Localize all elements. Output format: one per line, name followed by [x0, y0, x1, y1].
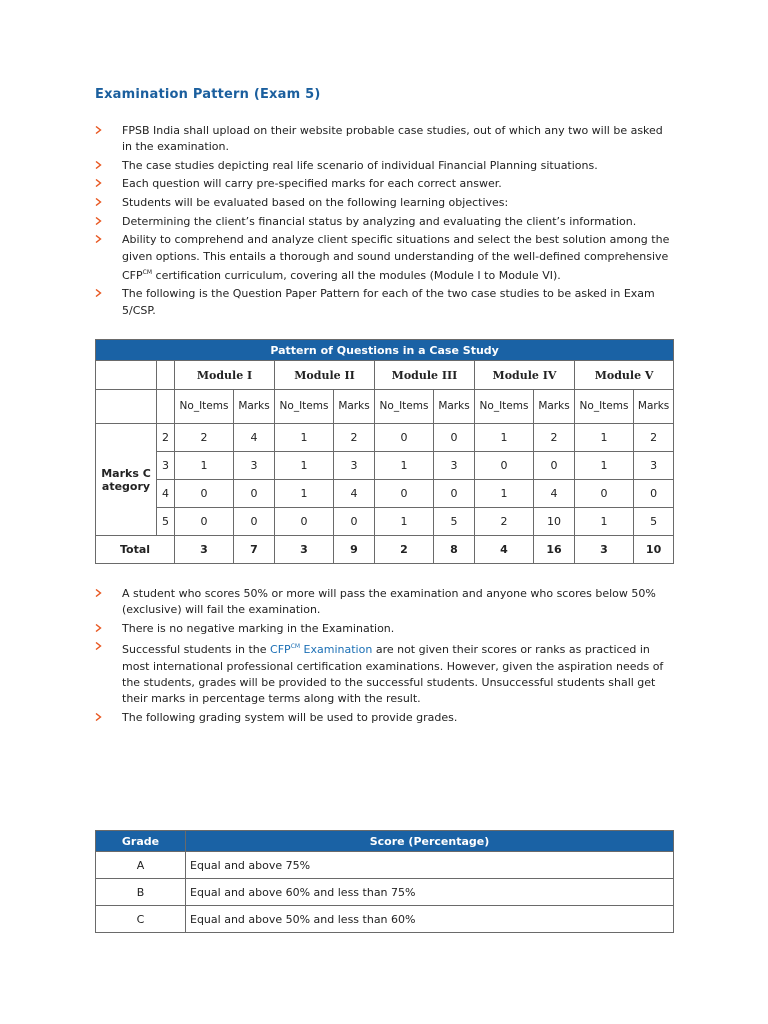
marks-subheader: Marks	[534, 390, 575, 424]
module-header: Module I	[175, 361, 275, 390]
items-subheader: No_Items	[275, 390, 334, 424]
total-cell: 16	[534, 536, 575, 564]
link-text: Examination	[300, 643, 373, 657]
link-text: CFP	[270, 643, 291, 657]
total-cell: 2	[375, 536, 434, 564]
chevron-bullet-icon	[95, 235, 102, 243]
total-cell: 3	[175, 536, 234, 564]
grade-table	[95, 830, 674, 933]
grade-header: Grade	[96, 831, 186, 852]
list-item	[95, 586, 675, 619]
page-title: Examination Pattern (Exam 5)	[95, 87, 321, 102]
table-cell: 1	[475, 424, 534, 452]
table-cell: 3	[634, 452, 674, 480]
results-list	[95, 586, 675, 729]
total-cell: 3	[575, 536, 634, 564]
total-row	[96, 536, 674, 564]
grade-cell: B	[96, 879, 186, 906]
table-cell: 0	[275, 508, 334, 536]
table-cell: 1	[575, 424, 634, 452]
list-item-text: FPSB India shall upload on their website probable case studies, out of which any two will be asked in the examination.	[122, 124, 663, 154]
table-cell: 1	[275, 424, 334, 452]
items-subheader: No_Items	[375, 390, 434, 424]
empty-cell	[157, 361, 175, 390]
table-cell: 3	[434, 452, 475, 480]
chevron-bullet-icon	[95, 179, 102, 187]
total-cell: 4	[475, 536, 534, 564]
list-item-text: certification curriculum, covering all the modules (Module I to Module VI).	[152, 268, 561, 282]
total-cell: 3	[275, 536, 334, 564]
list-item-text: There is no negative marking in the Examination.	[122, 621, 395, 635]
table-cell: 0	[375, 480, 434, 508]
list-item	[95, 158, 675, 174]
list-item-text: The following is the Question Paper Pattern for each of the two case studies to be asked in Exam 5/CSP.	[122, 287, 655, 317]
table-cell: 0	[575, 480, 634, 508]
chevron-bullet-icon	[95, 126, 102, 134]
score-cell: Equal and above 50% and less than 60%	[186, 906, 674, 933]
total-cell: 10	[634, 536, 674, 564]
table-cell: 0	[334, 508, 375, 536]
table-row	[96, 480, 674, 508]
list-item	[95, 214, 675, 230]
list-item	[95, 639, 675, 707]
chevron-bullet-icon	[95, 217, 102, 225]
table-cell: 2	[634, 424, 674, 452]
list-item-text: Determining the client’s financial status by analyzing and evaluating the client’s information.	[122, 214, 637, 228]
table-row	[96, 424, 674, 452]
total-cell: 8	[434, 536, 475, 564]
table-cell: 5	[434, 508, 475, 536]
table-cell: 0	[375, 424, 434, 452]
table-cell: 0	[175, 508, 234, 536]
table-cell: 3	[234, 452, 275, 480]
list-item-text: Ability to comprehend and analyze client specific situations and select the best solution among the given options. This entails a thorough and sound understanding of the well-defined comprehensive CFP	[122, 233, 670, 282]
pattern-table	[95, 339, 674, 564]
list-item-text: The case studies depicting real life scenario of individual Financial Planning situations.	[122, 158, 598, 172]
module-header: Module V	[575, 361, 674, 390]
empty-cell	[96, 390, 157, 424]
grade-cell: A	[96, 852, 186, 879]
table-cell: 0	[234, 480, 275, 508]
chevron-bullet-icon	[95, 198, 102, 206]
superscript: CM	[142, 268, 153, 276]
table-cell: 2	[175, 424, 234, 452]
table-cell: 10	[534, 508, 575, 536]
list-item-text: are not given their scores or ranks as practiced in most international professional certification examinations. However, given the aspiration needs of the students, grades will be provided to the successful students. Unsuccessful students shall get their marks in percentage terms along with the result.	[122, 643, 664, 706]
table-cell: 1	[575, 508, 634, 536]
chevron-bullet-icon	[95, 589, 102, 597]
category-cell: 4	[157, 480, 175, 508]
superscript: CM	[290, 643, 301, 651]
category-cell: 2	[157, 424, 175, 452]
marks-subheader: Marks	[234, 390, 275, 424]
list-item	[95, 710, 675, 726]
module-header: Module IV	[475, 361, 575, 390]
score-header: Score (Percentage)	[186, 831, 674, 852]
table-cell: 3	[334, 452, 375, 480]
chevron-bullet-icon	[95, 289, 102, 297]
table-cell: 0	[434, 424, 475, 452]
list-item-text: A student who scores 50% or more will pass the examination and anyone who scores below 50% (exclusive) will fail the examination.	[122, 587, 656, 617]
marks-category-label: Marks Category	[96, 424, 157, 536]
items-subheader: No_Items	[575, 390, 634, 424]
empty-cell	[157, 390, 175, 424]
items-subheader: No_Items	[475, 390, 534, 424]
table-cell: 1	[275, 452, 334, 480]
marks-subheader: Marks	[334, 390, 375, 424]
total-label: Total	[96, 536, 175, 564]
table-cell: 0	[534, 452, 575, 480]
table-cell: 4	[234, 424, 275, 452]
table-cell: 0	[175, 480, 234, 508]
list-item-text: The following grading system will be used to provide grades.	[122, 710, 458, 724]
grade-cell: C	[96, 906, 186, 933]
list-item	[95, 176, 675, 192]
total-cell: 7	[234, 536, 275, 564]
category-cell: 3	[157, 452, 175, 480]
table-cell: 4	[334, 480, 375, 508]
table-cell: 5	[634, 508, 674, 536]
table-cell: 0	[634, 480, 674, 508]
list-item	[95, 621, 675, 637]
list-item	[95, 286, 675, 319]
table-cell: 1	[475, 480, 534, 508]
table-cell: 0	[434, 480, 475, 508]
table-cell: 1	[175, 452, 234, 480]
table-cell: 1	[275, 480, 334, 508]
module-header: Module III	[375, 361, 475, 390]
table-cell: 2	[334, 424, 375, 452]
chevron-bullet-icon	[95, 713, 102, 721]
table-row	[96, 508, 674, 536]
table-row	[96, 452, 674, 480]
list-item-text: Students will be evaluated based on the following learning objectives:	[122, 196, 509, 210]
table-row	[96, 852, 674, 879]
objectives-list	[95, 123, 675, 321]
score-cell: Equal and above 75%	[186, 852, 674, 879]
marks-subheader: Marks	[634, 390, 674, 424]
list-item	[95, 123, 675, 156]
table-row	[96, 906, 674, 933]
table-caption: Pattern of Questions in a Case Study	[96, 340, 674, 361]
items-subheader: No_Items	[175, 390, 234, 424]
list-item	[95, 232, 675, 284]
table-cell: 1	[375, 452, 434, 480]
list-item-text: Each question will carry pre-specified marks for each correct answer.	[122, 177, 502, 191]
cfp-examination-link[interactable]	[270, 643, 372, 656]
list-item	[95, 195, 675, 211]
table-cell: 4	[534, 480, 575, 508]
table-cell: 2	[475, 508, 534, 536]
chevron-bullet-icon	[95, 642, 102, 650]
table-cell: 1	[575, 452, 634, 480]
list-item-text: Successful students in the	[122, 643, 271, 657]
module-header: Module II	[275, 361, 375, 390]
table-cell: 1	[375, 508, 434, 536]
empty-cell	[96, 361, 157, 390]
score-cell: Equal and above 60% and less than 75%	[186, 879, 674, 906]
table-row	[96, 879, 674, 906]
marks-subheader: Marks	[434, 390, 475, 424]
table-cell: 0	[475, 452, 534, 480]
category-cell: 5	[157, 508, 175, 536]
chevron-bullet-icon	[95, 161, 102, 169]
table-cell: 2	[534, 424, 575, 452]
total-cell: 9	[334, 536, 375, 564]
table-cell: 0	[234, 508, 275, 536]
chevron-bullet-icon	[95, 624, 102, 632]
